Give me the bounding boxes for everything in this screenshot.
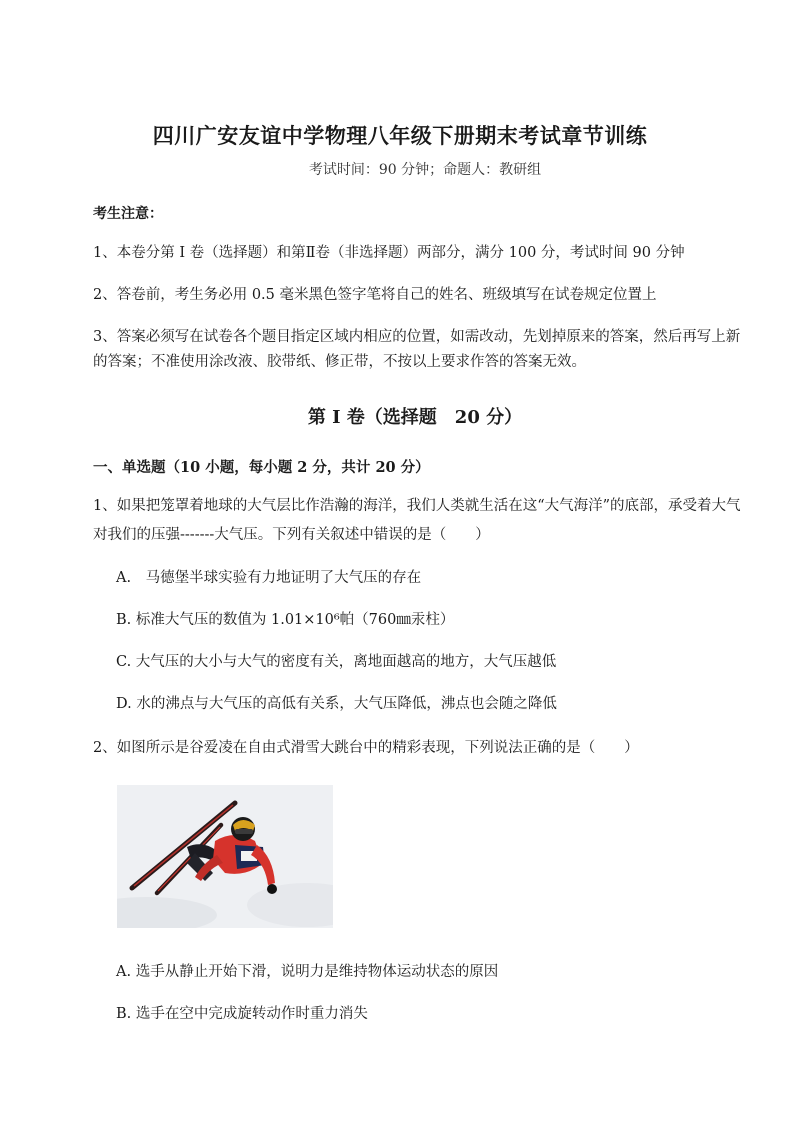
question-2-option-b: B. 选手在空中完成旋转动作时重力消失	[116, 1006, 368, 1022]
skier-photo	[117, 785, 333, 928]
section-title: 第 I 卷（选择题 20 分）	[307, 407, 523, 428]
question-1-option-d: D. 水的沸点与大气压的高低有关系，大气压降低，沸点也会随之降低	[116, 696, 557, 712]
exam-subtitle: 考试时间：90 分钟；命题人：教研组	[308, 162, 542, 178]
notice-item-3: 3、答案必须写在试卷各个题目指定区域内相应的位置，如需改动，先划掉原来的答案，然后再写上新的答案；不准使用涂改液、胶带纸、修正带，不按以上要求作答的答案无效。	[93, 329, 741, 370]
question-2-option-a: A. 选手从静止开始下滑，说明力是维持物体运动状态的原因	[116, 964, 499, 980]
part-heading: 一、单选题（10 小题，每小题 2 分，共计 20 分）	[93, 459, 430, 476]
page-title: 四川广安友谊中学物理八年级下册期末考试章节训练	[152, 123, 648, 148]
notice-heading: 考生注意：	[93, 206, 163, 222]
question-1-option-c: C. 大气压的大小与大气的密度有关，离地面越高的地方，大气压越低	[116, 654, 557, 670]
question-1-option-a: A. 马德堡半球实验有力地证明了大气压的存在	[116, 570, 422, 586]
skier-illustration	[117, 785, 333, 928]
notice-item-2: 2、答卷前，考生务必用 0.5 毫米黑色签字笔将自己的姓名、班级填写在试卷规定位置上	[93, 287, 657, 303]
question-1-stem: 1、如果把笼罩着地球的大气层比作浩瀚的海洋，我们人类就生活在这“大气海洋”的底部，承受着大气对我们的压强-------大气压。下列有关叙述中错误的是（ ）	[93, 498, 741, 543]
question-1-option-b: B. 标准大气压的数值为 1.01×10⁶帕（760㎜汞柱）	[116, 612, 455, 628]
notice-item-1: 1、本卷分第 I 卷（选择题）和第Ⅱ卷（非选择题）两部分，满分 100 分，考试时间 90 分钟	[93, 245, 685, 261]
question-2-stem: 2、如图所示是谷爱凌在自由式滑雪大跳台中的精彩表现，下列说法正确的是（ ）	[93, 740, 639, 756]
